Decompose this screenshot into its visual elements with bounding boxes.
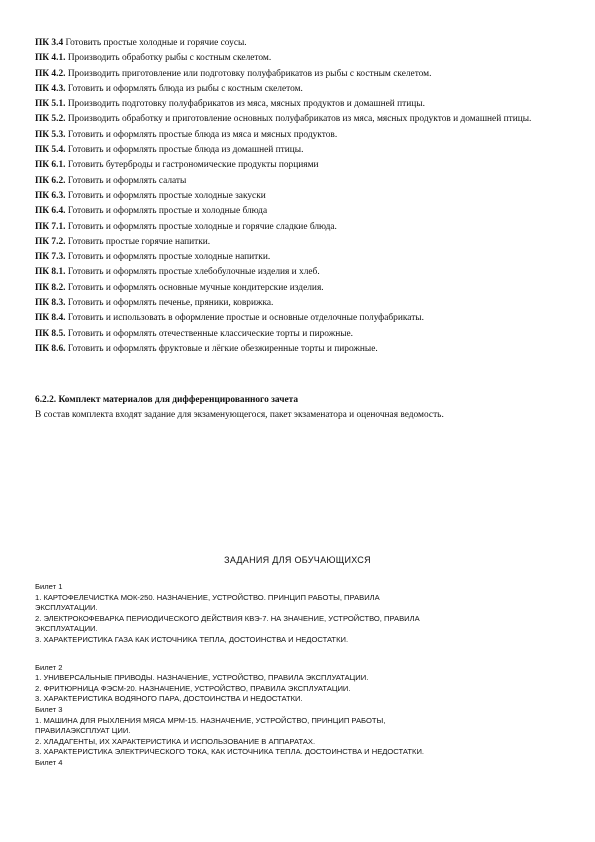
competency-text: Готовить и оформлять простые блюда из домашней птицы. (65, 145, 304, 156)
competency-text: Производить подготовку полуфабрикатов из мяса, мясных продуктов и домашней птицы. (65, 99, 425, 110)
competency-text: Готовить и оформлять простые блюда из мяса и мясных продуктов. (65, 129, 338, 140)
competency-code: ПК 7.3. (35, 252, 66, 263)
competency-list (35, 36, 560, 357)
ticket-question: 2. ЭЛЕКТРОКОФЕВАРКА ПЕРИОДИЧЕСКОГО ДЕЙСТВИЯ КВЭ-7. НА ЗНАЧЕНИЕ, УСТРОЙСТВО, ПРАВИЛА (35, 613, 420, 623)
competency-text: Готовить и оформлять простые и холодные блюда (65, 206, 268, 217)
competency-text: Готовить простые горячие напитки. (65, 236, 211, 247)
competency-code: ПК 7.2. (35, 236, 66, 247)
competency-code: ПК 8.2. (35, 282, 66, 293)
ticket-question: 1. МАШИНА ДЛЯ РЫХЛЕНИЯ МЯСА МРМ-15. НАЗНАЧЕНИЕ, УСТРОЙСТВО, ПРИНЦИП РАБОТЫ, (35, 715, 386, 725)
tasks-heading: ЗАДАНИЯ ДЛЯ ОБУЧАЮЩИХСЯ (224, 555, 371, 565)
competency-code: ПК 6.2. (35, 175, 66, 186)
competency-item (35, 265, 560, 280)
competency-code: ПК 5.1. (35, 99, 66, 110)
competency-code: ПК 3.4 (35, 38, 64, 48)
competency-item (35, 220, 560, 235)
competency-code: ПК 5.2. (35, 114, 66, 125)
competency-code: ПК 4.2. (35, 68, 66, 79)
competency-item (35, 51, 560, 66)
ticket-label: Билет 1 (35, 582, 63, 591)
competency-code: ПК 7.1. (35, 221, 66, 232)
ticket-question: ЭКСПЛУАТАЦИИ. (35, 624, 98, 634)
ticket-question: 3. ХАРАКТЕРИСТИКА ЭЛЕКТРИЧЕСКОГО ТОКА, КАК ИСТОЧНИКА ТЕПЛА. ДОСТОИНСТВА И НЕДОСТАТКИ. (35, 747, 425, 757)
competency-code: ПК 5.3. (35, 129, 66, 140)
competency-text: Готовить и оформлять простые холодные закуски (65, 190, 266, 201)
competency-text: Готовить и оформлять блюда из рыбы с костным скелетом. (65, 83, 303, 94)
competency-text: Готовить и оформлять печенье, пряники, коврижка. (65, 298, 274, 309)
competency-text: Готовить и оформлять простые холодные напитки. (65, 252, 271, 263)
competency-text: Готовить и оформлять простые хлебобулочные изделия и хлеб. (65, 267, 320, 278)
ticket-question: 1. УНИВЕРСАЛЬНЫЕ ПРИВОДЫ. НАЗНАЧЕНИЕ, УСТРОЙСТВО, ПРАВИЛА ЭКСПЛУАТАЦИИ. (35, 673, 369, 683)
ticket-question: ЭКСПЛУАТАЦИИ. (35, 603, 98, 613)
competency-text: Готовить и оформлять основные мучные кондитерские изделия. (65, 282, 324, 293)
ticket-question: 3. ХАРАКТЕРИСТИКА ВОДЯНОГО ПАРА, ДОСТОИНСТВА И НЕДОСТАТКИ. (35, 694, 303, 704)
competency-code: ПК 8.1. (35, 267, 66, 278)
competency-text: Готовить простые холодные и горячие соусы. (63, 38, 247, 48)
competency-item (35, 204, 560, 219)
competency-item (35, 189, 560, 204)
ticket-label: Билет 4 (35, 757, 63, 767)
competency-code: ПК 8.3. (35, 298, 66, 309)
competency-item (35, 67, 560, 82)
competency-item (35, 281, 560, 296)
competency-item (35, 235, 560, 250)
competency-item (35, 36, 560, 51)
competency-text: Готовить и оформлять салаты (65, 175, 187, 186)
competency-code: ПК 4.3. (35, 83, 66, 94)
competency-item (35, 158, 560, 173)
competency-item (35, 128, 560, 143)
competency-code: ПК 8.4. (35, 313, 66, 324)
competency-item (35, 82, 560, 97)
competency-code: ПК 4.1. (35, 53, 66, 64)
competency-text: Производить приготовление или подготовку полуфабрикатов из рыбы с костным скелетом. (65, 68, 432, 79)
competency-item (35, 143, 560, 158)
competency-item (35, 342, 560, 357)
ticket-question: ПРАВИЛАЭКСПЛУАТ ЦИИ. (35, 726, 131, 736)
competency-code: ПК 6.1. (35, 160, 66, 171)
ticket-label: Билет 3 (35, 704, 63, 714)
competency-code: ПК 6.3. (35, 190, 66, 201)
competency-text: Готовить и использовать в оформление простые и основные отделочные полуфабрикаты. (65, 313, 424, 324)
competency-code: ПК 6.4. (35, 206, 66, 217)
competency-item (35, 311, 560, 326)
competency-code: ПК 5.4. (35, 145, 66, 156)
competency-item (35, 296, 560, 311)
competency-text: Готовить и оформлять отечественные классические торты и пирожные. (65, 328, 354, 339)
section-heading: 6.2.2. Комплект материалов для дифференцированного зачета (35, 395, 299, 405)
competency-item (35, 327, 560, 342)
competency-text: Готовить и оформлять простые холодные и горячие сладкие блюда. (65, 221, 337, 232)
competency-text: Готовить бутерброды и гастрономические продукты порциями (65, 160, 319, 171)
competency-text: Производить обработку рыбы с костным скелетом. (65, 53, 272, 64)
ticket-question: 3. ХАРАКТЕРИСТИКА ГАЗА КАК ИСТОЧНИКА ТЕПЛА, ДОСТОИНСТВА И НЕДОСТАТКИ. (35, 634, 349, 644)
competency-code: ПК 8.6. (35, 343, 66, 354)
ticket-list (35, 582, 560, 769)
competency-text: Производить обработку и приготовление основных полуфабрикатов из мяса, мясных продуктов и домашней птицы. (65, 114, 532, 125)
ticket-question: 1. КАРТОФЕЛЕЧИСТКА МОК-250. НАЗНАЧЕНИЕ, УСТРОЙСТВО. ПРИНЦИП РАБОТЫ, ПРАВИЛА (35, 592, 380, 602)
competency-code: ПК 8.5. (35, 328, 66, 339)
competency-item (35, 174, 560, 189)
ticket-question: 2. ХЛАДАГЕНТЫ, ИХ ХАРАКТЕРИСТИКА И ИСПОЛЬЗОВАНИЕ В АППАРАТАХ. (35, 736, 316, 746)
ticket-label: Билет 2 (35, 662, 63, 672)
competency-item (35, 112, 560, 127)
section-description: В состав комплекта входят задание для экзаменующегося, пакет экзаменатора и оценочная ведомость. (35, 410, 444, 420)
competency-item (35, 97, 560, 112)
ticket-question: 2. ФРИТЮРНИЦА ФЭСМ-20. НАЗНАЧЕНИЕ, УСТРОЙСТВО, ПРАВИЛА ЭКСПЛУАТАЦИИ. (35, 683, 351, 693)
competency-item (35, 250, 560, 265)
competency-text: Готовить и оформлять фруктовые и лёгкие обезжиренные торты и пирожные. (65, 343, 378, 354)
